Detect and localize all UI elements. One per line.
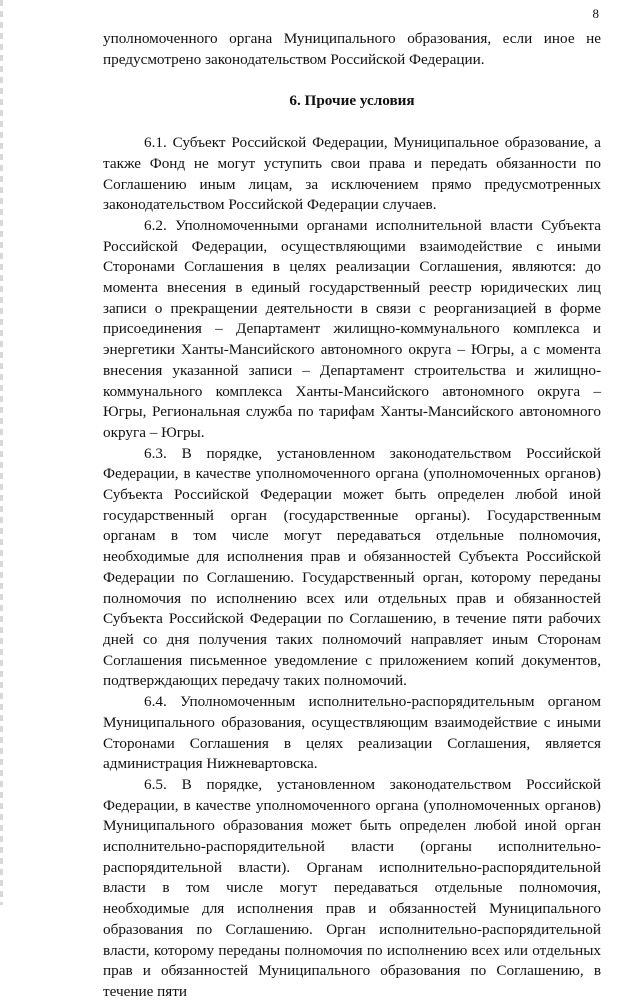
section-title: 6. Прочие условия (289, 92, 415, 110)
document-body (103, 29, 601, 1003)
paragraph-6-1: 6.1. Субъект Российской Федерации, Муниципальное образование, а также Фонд не могут уступить свои права и передать обязанности по Соглашению иным лицам, за исключением прямо предусмотренных законодательством Российской Федерации случаев. (103, 134, 601, 214)
paragraph-6-4: 6.4. Уполномоченным исполнительно-распорядительным органом Муниципального образования, осуществляющим взаимодействие с иными Сторонами Соглашения в целях реализации Соглашения, является администрация Нижневартовска. (103, 693, 601, 773)
paragraph-6-3: 6.3. В порядке, установленном законодательством Российской Федерации, в качестве уполномоченного органа (уполномоченных органов) Субъекта Российской Федерации может быть определен любой иной государственный орган (государственные органы). Государственным органам в том числе могут передаваться отдельные полномочия, необходимые для исполнения прав и обязанностей Субъекта Российской Федерации по Соглашению. Государственный орган, которому переданы полномочия по исполнению всех или отдельных прав и обязанностей Субъекта Российской Федерации по Соглашению, в течение пяти рабочих дней со дня получения таких полномочий направляет иным Сторонам Соглашения письменное уведомление с приложением копий документов, подтверждающих передачу таких полномочий. (103, 444, 601, 690)
page-number: 8 (592, 6, 599, 21)
intro-paragraph: уполномоченного органа Муниципального образования, если иное не предусмотрено законодательством Российской Федерации. (103, 30, 601, 68)
scan-edge (0, 0, 3, 905)
paragraph-6-5: 6.5. В порядке, установленном законодательством Российской Федерации, в качестве уполномоченного органа (уполномоченных органов) Муниципального образования может быть определен любой иной орган исполнительно-распорядительной власти (органы исполнительно-распорядительной власти). Органам исполнительно-распорядительной власти в том числе могут передаваться отдельные полномочия, необходимые для исполнения прав и обязанностей Муниципального образования по Соглашению. Орган исполнительно-распорядительной власти, которому переданы полномочия по исполнению всех или отдельных прав и обязанностей Муниципального образования по Соглашению, в течение пяти (103, 775, 601, 1000)
paragraph-6-2: 6.2. Уполномоченными органами исполнительной власти Субъекта Российской Федерации, осуществляющими взаимодействие с иными Сторонами Соглашения в целях реализации Соглашения, являются: до момента внесения в единый государственный реестр юридических лиц записи о прекращении деятельности в связи с реорганизацией в форме присоединения – Департамент жилищно-коммунального комплекса и энергетики Ханты-Мансийского автономного округа – Югры, а с момента внесения указанной записи – Департамент строительства и жилищно-коммунального комплекса Ханты-Мансийского автономного округа – Югры, Региональная служба по тарифам Ханты-Мансийского автономного округа – Югры. (103, 216, 601, 441)
